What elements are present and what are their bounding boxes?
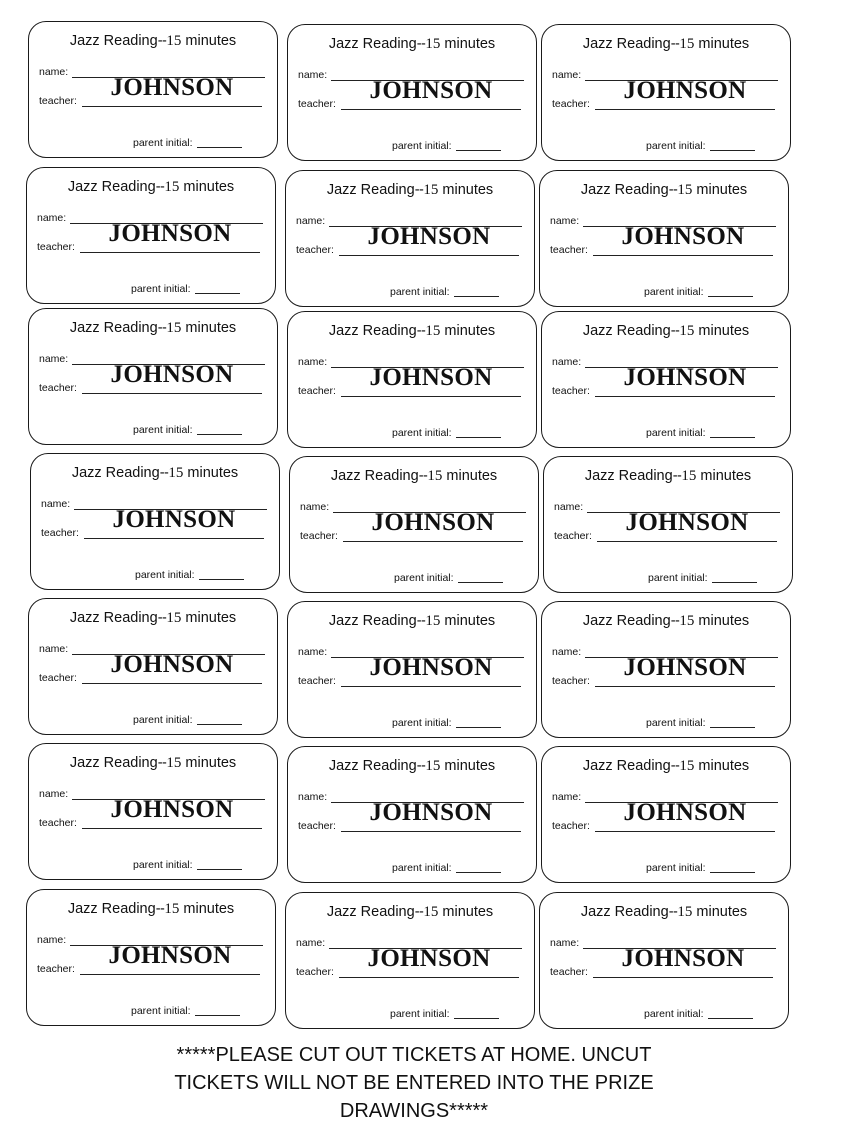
name-label: name: bbox=[39, 66, 69, 78]
parent-initial-label: parent initial: bbox=[644, 286, 704, 298]
ticket-title-unit: minutes bbox=[444, 36, 496, 52]
parent-initial-line bbox=[710, 150, 755, 151]
ticket-title-number: 15 bbox=[425, 758, 441, 774]
teacher-label: teacher: bbox=[552, 675, 590, 687]
ticket-title-number: 15 bbox=[679, 613, 695, 629]
ticket-title-number: 15 bbox=[425, 36, 441, 52]
teacher-label: teacher: bbox=[41, 527, 79, 539]
parent-initial-label: parent initial: bbox=[392, 140, 452, 152]
ticket-title-number: 15 bbox=[679, 323, 695, 339]
ticket-title bbox=[540, 182, 788, 199]
ticket-title-prefix: Jazz Reading bbox=[69, 755, 158, 771]
reading-ticket bbox=[287, 601, 537, 738]
teacher-line bbox=[82, 393, 262, 394]
ticket-title-unit: minutes bbox=[442, 182, 494, 198]
reading-ticket bbox=[28, 308, 278, 445]
ticket-title-prefix: Jazz Reading bbox=[582, 323, 671, 339]
teacher-line bbox=[595, 109, 775, 110]
ticket-title-number: 15 bbox=[168, 465, 184, 481]
teacher-name: JOHNSON bbox=[108, 942, 232, 969]
teacher-label: teacher: bbox=[39, 95, 77, 107]
ticket-title-prefix: Jazz Reading bbox=[582, 613, 671, 629]
teacher-line bbox=[593, 977, 773, 978]
teacher-name: JOHNSON bbox=[110, 74, 234, 101]
parent-initial-line bbox=[197, 434, 242, 435]
ticket-title-dash: -- bbox=[157, 320, 167, 336]
ticket-title-unit: minutes bbox=[183, 179, 235, 195]
name-label: name: bbox=[298, 646, 328, 658]
parent-initial-line bbox=[197, 869, 242, 870]
teacher-name: JOHNSON bbox=[623, 799, 747, 826]
teacher-name: JOHNSON bbox=[369, 799, 493, 826]
teacher-name: JOHNSON bbox=[108, 220, 232, 247]
ticket-title-dash: -- bbox=[670, 758, 680, 774]
ticket-title-number: 15 bbox=[423, 904, 439, 920]
teacher-label: teacher: bbox=[37, 241, 75, 253]
parent-initial-label: parent initial: bbox=[133, 137, 193, 149]
ticket-title bbox=[542, 36, 790, 53]
ticket-title-dash: -- bbox=[418, 468, 428, 484]
ticket-title-number: 15 bbox=[681, 468, 697, 484]
ticket-title-dash: -- bbox=[668, 182, 678, 198]
reading-ticket bbox=[543, 456, 793, 593]
ticket-title-unit: minutes bbox=[696, 182, 748, 198]
ticket-title-unit: minutes bbox=[185, 33, 237, 49]
parent-initial-label: parent initial: bbox=[646, 717, 706, 729]
name-label: name: bbox=[39, 788, 69, 800]
teacher-line bbox=[341, 109, 521, 110]
teacher-line bbox=[339, 977, 519, 978]
ticket-title bbox=[29, 320, 277, 337]
parent-initial-line bbox=[710, 437, 755, 438]
ticket-title-prefix: Jazz Reading bbox=[582, 36, 671, 52]
ticket-title-number: 15 bbox=[677, 904, 693, 920]
ticket-title-unit: minutes bbox=[185, 755, 237, 771]
teacher-label: teacher: bbox=[554, 530, 592, 542]
reading-ticket bbox=[28, 598, 278, 735]
teacher-name: JOHNSON bbox=[367, 223, 491, 250]
teacher-label: teacher: bbox=[550, 966, 588, 978]
reading-ticket bbox=[285, 170, 535, 307]
teacher-name: JOHNSON bbox=[625, 509, 749, 536]
ticket-title-number: 15 bbox=[166, 33, 182, 49]
reading-ticket bbox=[287, 746, 537, 883]
parent-initial-line bbox=[456, 727, 501, 728]
ticket-title-unit: minutes bbox=[442, 904, 494, 920]
teacher-name: JOHNSON bbox=[623, 77, 747, 104]
teacher-label: teacher: bbox=[300, 530, 338, 542]
ticket-title-number: 15 bbox=[425, 323, 441, 339]
parent-initial-label: parent initial: bbox=[392, 717, 452, 729]
name-label: name: bbox=[298, 69, 328, 81]
name-label: name: bbox=[300, 501, 330, 513]
reading-ticket bbox=[541, 746, 791, 883]
teacher-line bbox=[80, 974, 260, 975]
parent-initial-line bbox=[456, 437, 501, 438]
teacher-label: teacher: bbox=[298, 98, 336, 110]
parent-initial-label: parent initial: bbox=[644, 1008, 704, 1020]
name-label: name: bbox=[39, 353, 69, 365]
parent-initial-line bbox=[199, 579, 244, 580]
teacher-line bbox=[341, 396, 521, 397]
name-label: name: bbox=[552, 69, 582, 81]
ticket-title-number: 15 bbox=[677, 182, 693, 198]
reading-ticket bbox=[541, 24, 791, 161]
ticket-title-number: 15 bbox=[166, 755, 182, 771]
ticket-title-prefix: Jazz Reading bbox=[580, 182, 669, 198]
ticket-title-unit: minutes bbox=[446, 468, 498, 484]
name-label: name: bbox=[550, 937, 580, 949]
teacher-name: JOHNSON bbox=[621, 223, 745, 250]
name-label: name: bbox=[298, 356, 328, 368]
ticket-title-number: 15 bbox=[164, 179, 180, 195]
parent-initial-line bbox=[710, 872, 755, 873]
ticket-title bbox=[286, 182, 534, 199]
teacher-name: JOHNSON bbox=[369, 364, 493, 391]
teacher-name: JOHNSON bbox=[369, 77, 493, 104]
teacher-label: teacher: bbox=[552, 820, 590, 832]
teacher-label: teacher: bbox=[298, 675, 336, 687]
ticket-title-unit: minutes bbox=[696, 904, 748, 920]
ticket-title bbox=[288, 323, 536, 340]
ticket-title-number: 15 bbox=[166, 610, 182, 626]
ticket-title-dash: -- bbox=[155, 179, 165, 195]
ticket-title-dash: -- bbox=[670, 613, 680, 629]
ticket-title-prefix: Jazz Reading bbox=[67, 179, 156, 195]
teacher-line bbox=[82, 828, 262, 829]
ticket-title bbox=[27, 179, 275, 196]
ticket-title-number: 15 bbox=[423, 182, 439, 198]
teacher-line bbox=[597, 541, 777, 542]
parent-initial-line bbox=[454, 1018, 499, 1019]
teacher-name: JOHNSON bbox=[369, 654, 493, 681]
ticket-title bbox=[31, 465, 279, 482]
ticket-title bbox=[288, 613, 536, 630]
teacher-label: teacher: bbox=[552, 98, 590, 110]
ticket-title-dash: -- bbox=[416, 323, 426, 339]
parent-initial-label: parent initial: bbox=[648, 572, 708, 584]
ticket-title-number: 15 bbox=[679, 758, 695, 774]
ticket-title-unit: minutes bbox=[698, 36, 750, 52]
parent-initial-line bbox=[456, 150, 501, 151]
teacher-name: JOHNSON bbox=[623, 364, 747, 391]
name-label: name: bbox=[552, 356, 582, 368]
reading-ticket bbox=[287, 311, 537, 448]
ticket-title-unit: minutes bbox=[183, 901, 235, 917]
teacher-name: JOHNSON bbox=[110, 796, 234, 823]
ticket-title-unit: minutes bbox=[187, 465, 239, 481]
ticket-title-number: 15 bbox=[427, 468, 443, 484]
reading-ticket bbox=[539, 170, 789, 307]
teacher-line bbox=[343, 541, 523, 542]
parent-initial-label: parent initial: bbox=[133, 859, 193, 871]
name-label: name: bbox=[37, 212, 67, 224]
ticket-title-unit: minutes bbox=[444, 323, 496, 339]
teacher-label: teacher: bbox=[39, 382, 77, 394]
teacher-line bbox=[595, 831, 775, 832]
teacher-label: teacher: bbox=[296, 966, 334, 978]
ticket-title-dash: -- bbox=[157, 610, 167, 626]
parent-initial-label: parent initial: bbox=[131, 1005, 191, 1017]
teacher-label: teacher: bbox=[298, 385, 336, 397]
ticket-title-dash: -- bbox=[416, 36, 426, 52]
reading-ticket bbox=[289, 456, 539, 593]
parent-initial-label: parent initial: bbox=[390, 1008, 450, 1020]
parent-initial-line bbox=[712, 582, 757, 583]
reading-ticket bbox=[26, 167, 276, 304]
ticket-title-unit: minutes bbox=[185, 610, 237, 626]
parent-initial-label: parent initial: bbox=[131, 283, 191, 295]
ticket-title-unit: minutes bbox=[698, 758, 750, 774]
ticket-title bbox=[29, 33, 277, 50]
teacher-label: teacher: bbox=[37, 963, 75, 975]
ticket-title-prefix: Jazz Reading bbox=[328, 758, 417, 774]
ticket-title-prefix: Jazz Reading bbox=[330, 468, 419, 484]
ticket-title-prefix: Jazz Reading bbox=[69, 320, 158, 336]
ticket-title-prefix: Jazz Reading bbox=[328, 323, 417, 339]
parent-initial-label: parent initial: bbox=[135, 569, 195, 581]
ticket-title-unit: minutes bbox=[444, 758, 496, 774]
reading-ticket bbox=[541, 601, 791, 738]
teacher-name: JOHNSON bbox=[371, 509, 495, 536]
ticket-title-unit: minutes bbox=[185, 320, 237, 336]
ticket-title-number: 15 bbox=[679, 36, 695, 52]
ticket-title-dash: -- bbox=[672, 468, 682, 484]
teacher-line bbox=[82, 106, 262, 107]
teacher-line bbox=[341, 686, 521, 687]
ticket-title-prefix: Jazz Reading bbox=[580, 904, 669, 920]
ticket-title bbox=[286, 904, 534, 921]
name-label: name: bbox=[37, 934, 67, 946]
ticket-title-number: 15 bbox=[164, 901, 180, 917]
teacher-line bbox=[339, 255, 519, 256]
ticket-title bbox=[27, 901, 275, 918]
name-label: name: bbox=[554, 501, 584, 513]
ticket-title bbox=[29, 610, 277, 627]
ticket-title-prefix: Jazz Reading bbox=[326, 904, 415, 920]
teacher-label: teacher: bbox=[550, 244, 588, 256]
teacher-line bbox=[82, 683, 262, 684]
teacher-name: JOHNSON bbox=[110, 361, 234, 388]
parent-initial-label: parent initial: bbox=[133, 424, 193, 436]
teacher-name: JOHNSON bbox=[621, 945, 745, 972]
ticket-title-unit: minutes bbox=[698, 323, 750, 339]
name-label: name: bbox=[552, 646, 582, 658]
teacher-name: JOHNSON bbox=[623, 654, 747, 681]
ticket-title-prefix: Jazz Reading bbox=[326, 182, 415, 198]
teacher-name: JOHNSON bbox=[110, 651, 234, 678]
ticket-title-prefix: Jazz Reading bbox=[328, 613, 417, 629]
ticket-title bbox=[29, 755, 277, 772]
parent-initial-label: parent initial: bbox=[646, 862, 706, 874]
ticket-title-prefix: Jazz Reading bbox=[69, 610, 158, 626]
teacher-line bbox=[80, 252, 260, 253]
parent-initial-line bbox=[708, 1018, 753, 1019]
name-label: name: bbox=[41, 498, 71, 510]
ticket-title bbox=[540, 904, 788, 921]
parent-initial-line bbox=[454, 296, 499, 297]
ticket-title-dash: -- bbox=[157, 755, 167, 771]
reading-ticket bbox=[28, 743, 278, 880]
teacher-line bbox=[595, 686, 775, 687]
ticket-title-prefix: Jazz Reading bbox=[582, 758, 671, 774]
ticket-title-number: 15 bbox=[166, 320, 182, 336]
ticket-title-prefix: Jazz Reading bbox=[67, 901, 156, 917]
parent-initial-label: parent initial: bbox=[390, 286, 450, 298]
parent-initial-label: parent initial: bbox=[392, 427, 452, 439]
name-label: name: bbox=[298, 791, 328, 803]
parent-initial-label: parent initial: bbox=[394, 572, 454, 584]
parent-initial-label: parent initial: bbox=[392, 862, 452, 874]
ticket-title-dash: -- bbox=[416, 758, 426, 774]
parent-initial-label: parent initial: bbox=[646, 140, 706, 152]
parent-initial-label: parent initial: bbox=[646, 427, 706, 439]
ticket-title bbox=[542, 613, 790, 630]
teacher-name: JOHNSON bbox=[367, 945, 491, 972]
reading-ticket bbox=[26, 889, 276, 1026]
ticket-title-dash: -- bbox=[159, 465, 169, 481]
name-label: name: bbox=[296, 937, 326, 949]
teacher-label: teacher: bbox=[296, 244, 334, 256]
reading-ticket bbox=[30, 453, 280, 590]
ticket-title-dash: -- bbox=[414, 182, 424, 198]
reading-ticket bbox=[285, 892, 535, 1029]
name-label: name: bbox=[296, 215, 326, 227]
ticket-title-dash: -- bbox=[157, 33, 167, 49]
teacher-label: teacher: bbox=[39, 817, 77, 829]
parent-initial-line bbox=[710, 727, 755, 728]
reading-ticket bbox=[287, 24, 537, 161]
ticket-title bbox=[288, 36, 536, 53]
parent-initial-line bbox=[458, 582, 503, 583]
ticket-title-dash: -- bbox=[668, 904, 678, 920]
reading-ticket bbox=[539, 892, 789, 1029]
parent-initial-line bbox=[195, 1015, 240, 1016]
parent-initial-line bbox=[195, 293, 240, 294]
ticket-title bbox=[542, 323, 790, 340]
ticket-title-dash: -- bbox=[155, 901, 165, 917]
ticket-title-dash: -- bbox=[670, 323, 680, 339]
teacher-label: teacher: bbox=[39, 672, 77, 684]
ticket-title-prefix: Jazz Reading bbox=[69, 33, 158, 49]
ticket-title-unit: minutes bbox=[444, 613, 496, 629]
cut-out-notice: *****PLEASE CUT OUT TICKETS AT HOME. UNCUT TICKETS WILL NOT BE ENTERED INTO THE PRIZE DRAWINGS***** bbox=[174, 1044, 654, 1122]
name-label: name: bbox=[39, 643, 69, 655]
ticket-title-prefix: Jazz Reading bbox=[584, 468, 673, 484]
reading-ticket bbox=[541, 311, 791, 448]
reading-ticket bbox=[28, 21, 278, 158]
teacher-line bbox=[593, 255, 773, 256]
ticket-title bbox=[542, 758, 790, 775]
teacher-label: teacher: bbox=[552, 385, 590, 397]
parent-initial-label: parent initial: bbox=[133, 714, 193, 726]
parent-initial-line bbox=[197, 147, 242, 148]
teacher-label: teacher: bbox=[298, 820, 336, 832]
name-label: name: bbox=[552, 791, 582, 803]
parent-initial-line bbox=[197, 724, 242, 725]
parent-initial-line bbox=[456, 872, 501, 873]
ticket-title-prefix: Jazz Reading bbox=[328, 36, 417, 52]
ticket-title-unit: minutes bbox=[698, 613, 750, 629]
ticket-title-dash: -- bbox=[416, 613, 426, 629]
ticket-title-unit: minutes bbox=[700, 468, 752, 484]
teacher-line bbox=[341, 831, 521, 832]
name-label: name: bbox=[550, 215, 580, 227]
teacher-line bbox=[84, 538, 264, 539]
ticket-title-number: 15 bbox=[425, 613, 441, 629]
teacher-name: JOHNSON bbox=[112, 506, 236, 533]
ticket-title-dash: -- bbox=[670, 36, 680, 52]
teacher-line bbox=[595, 396, 775, 397]
ticket-title bbox=[288, 758, 536, 775]
parent-initial-line bbox=[708, 296, 753, 297]
ticket-title bbox=[544, 468, 792, 485]
ticket-title bbox=[290, 468, 538, 485]
ticket-title-prefix: Jazz Reading bbox=[71, 465, 160, 481]
ticket-title-dash: -- bbox=[414, 904, 424, 920]
